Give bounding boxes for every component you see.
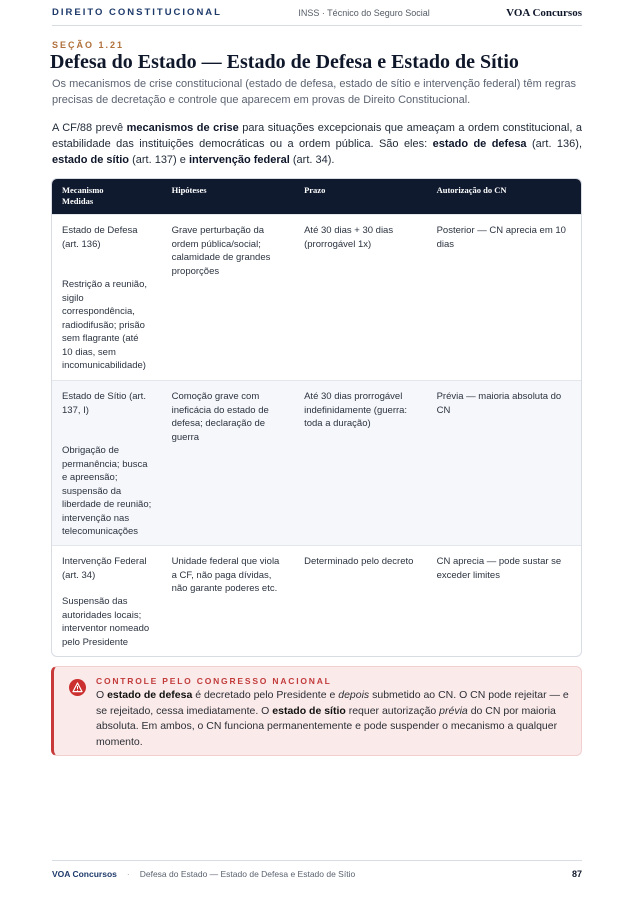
header-subject: DIREITO CONSTITUCIONAL: [52, 7, 222, 18]
page-number: 87: [571, 868, 582, 879]
congress-control-callout: [51, 666, 582, 756]
intro-emphasis: intervenção federal: [188, 154, 290, 166]
callout-italic: depois: [338, 689, 370, 701]
header-autorizacao: Autorização do CN: [436, 185, 507, 195]
intro-text: (art. 34).: [289, 154, 335, 166]
cell-hipoteses: Grave perturbação da ordem pública/social; calamidade de grandes proporções: [171, 225, 271, 277]
callout-label: CONTROLE PELO CONGRESSO NACIONAL: [96, 676, 332, 686]
page-header: [52, 0, 582, 26]
intro-emphasis: estado de defesa: [432, 138, 527, 150]
page-title: Defesa do Estado — Estado de Defesa e Estado de Sítio: [50, 51, 519, 73]
cell-medidas: Suspensão das autoridades locais; interventor nomeado pelo Presidente: [62, 596, 150, 648]
header-brand: VOA Concursos: [506, 6, 582, 19]
table-header: [52, 179, 581, 214]
header-mecanismo: Mecanismo: [62, 185, 104, 195]
cell-mecanismo-name: Intervenção Federal (art. 34): [62, 556, 147, 581]
callout-text-part: submetido ao CN. O CN pode rejeitar — e se rejeitado, cessa imediatamente. O: [96, 689, 569, 717]
callout-emphasis: estado de sítio: [272, 704, 346, 717]
intro-paragraph: [52, 120, 582, 168]
cell-mecanismo-name: Estado de Sítio (art. 137, I): [62, 391, 146, 416]
header-hipoteses: Hipóteses: [171, 185, 207, 195]
header-course: INSS · Técnico do Seguro Social: [298, 7, 430, 18]
cell-medidas: Obrigação de permanência; busca e apreensão; suspensão da liberdade de reunião; intervenção nas telecomunicações: [62, 445, 152, 537]
table-row: [52, 214, 581, 380]
callout-italic: prévia: [439, 704, 468, 717]
cell-hipoteses: Comoção grave com ineficácia do estado de defesa; declaração de guerra: [171, 391, 269, 443]
intro-emphasis: mecanismos de crise: [126, 122, 239, 134]
cell-hipoteses: Unidade federal que viola a CF, não paga dívidas, não garante poderes etc.: [171, 556, 280, 594]
callout-text-part: é decretado pelo Presidente e: [192, 689, 339, 701]
table-row: [52, 380, 581, 545]
callout-text-part: requer autorização: [345, 704, 440, 717]
callout-text: [96, 688, 574, 750]
table-row: [52, 545, 581, 656]
intro-text: para situações excepcionais que ameaçam a ordem constitucional, a estabilidade das instituições democráticas ou a ordem pública. São eles:: [52, 122, 582, 150]
footer-chapter: Defesa do Estado — Estado de Defesa e Estado de Sítio: [139, 868, 356, 879]
callout-emphasis: estado de defesa: [107, 689, 193, 701]
cell-mecanismo: [52, 215, 162, 380]
comparison-table: [51, 178, 582, 657]
callout-text-part: O: [96, 689, 108, 701]
cell-prazo: Determinado pelo decreto: [304, 556, 414, 567]
cell-prazo: Até 30 dias + 30 dias (prorrogável 1x): [304, 225, 394, 250]
cell-autorizacao: CN aprecia — pode sustar se exceder limites: [436, 556, 562, 581]
cell-mecanismo: [52, 546, 162, 656]
cell-mecanismo-name: Estado de Defesa (art. 136): [62, 225, 138, 250]
intro-text: (art. 137) e: [129, 154, 189, 166]
cell-prazo: Até 30 dias prorrogável indefinidamente (guerra: toda a duração): [304, 391, 408, 429]
cell-mecanismo: [52, 381, 162, 545]
intro-emphasis: estado de sítio: [52, 154, 130, 166]
page-footer: [52, 860, 582, 886]
footer-brand: VOA Concursos: [52, 868, 117, 879]
footer-separator: ·: [126, 868, 130, 879]
callout-text-part: do CN por maioria absoluta. Em ambos, o CN funciona permanentemente e pode suspender o mecanismo a qualquer momento.: [96, 704, 558, 748]
cell-autorizacao: Posterior — CN aprecia em 10 dias: [436, 225, 566, 250]
intro-text: A CF/88 prevê: [52, 122, 127, 134]
cell-autorizacao: Prévia — maioria absoluta do CN: [436, 391, 562, 416]
section-label: SEÇÃO 1.21: [52, 40, 125, 50]
header-medidas: Medidas: [62, 196, 94, 206]
cell-medidas: Restrição a reunião, sigilo correspondência, radiodifusão; prisão sem flagrante (até 10 dias, sem incomunicabilidade): [62, 279, 148, 371]
intro-text: (art. 136),: [526, 138, 583, 150]
page-subtitle: Os mecanismos de crise constitucional (estado de defesa, estado de sítio e intervenção federal) têm regras precisas de decretação e controle que aparecem em provas de Direito Constitucional.: [52, 78, 576, 106]
warning-icon: [69, 679, 86, 696]
header-cell-mecanismo: [52, 179, 162, 214]
header-prazo: Prazo: [304, 185, 326, 195]
